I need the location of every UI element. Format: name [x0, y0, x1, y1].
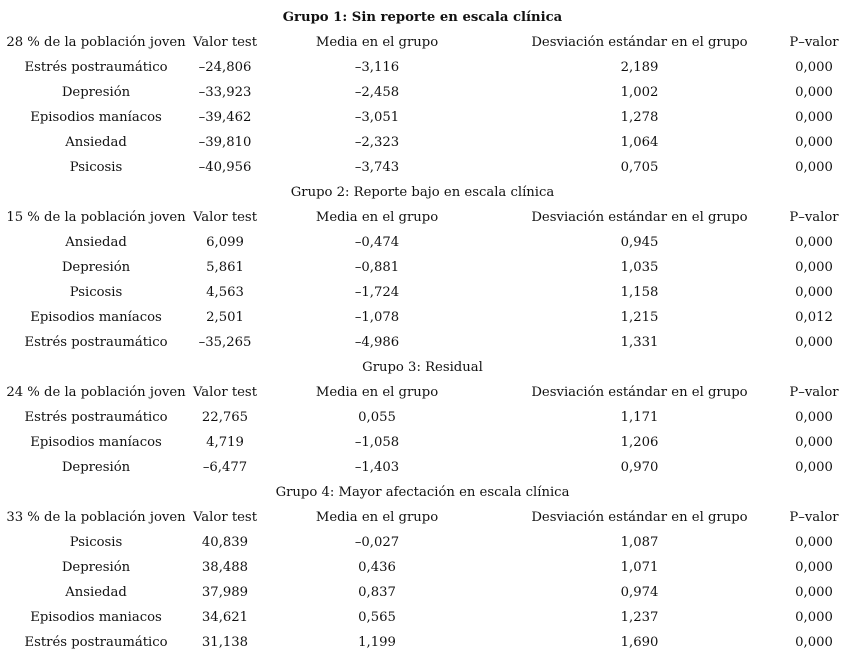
cell-valor-test: 40,839 [201, 535, 249, 550]
header-variable: 28 % de la población joven [6, 35, 186, 50]
cell-desviacion: 1,035 [620, 260, 659, 275]
header-variable: 15 % de la población joven [6, 210, 186, 225]
cell-desviacion: 1,331 [620, 335, 659, 350]
table-row [0, 455, 845, 480]
cell-desviacion: 1,215 [620, 310, 659, 325]
group-title: Grupo 2: Reporte bajo en escala clínica [290, 185, 555, 200]
cell-p-valor: 0,000 [795, 610, 833, 625]
cell-p-valor: 0,000 [795, 135, 833, 150]
header-media: Media en el grupo [315, 510, 439, 525]
header-variable: 33 % de la población joven [6, 510, 186, 525]
header-p-valor: P–valor [789, 385, 839, 400]
table-row [0, 330, 845, 355]
cell-valor-test: 31,138 [201, 635, 249, 650]
cell-p-valor: 0,012 [795, 310, 833, 325]
cell-variable: Depresión [61, 260, 131, 275]
cell-desviacion: 1,158 [620, 285, 659, 300]
cell-desviacion: 1,071 [620, 560, 659, 575]
cell-valor-test: 22,765 [201, 410, 249, 425]
cell-desviacion: 1,171 [620, 410, 659, 425]
cell-media: 0,055 [358, 410, 396, 425]
cell-p-valor: 0,000 [795, 160, 833, 175]
cell-desviacion: 1,206 [620, 435, 659, 450]
groups-container [0, 5, 845, 655]
cell-valor-test: 6,099 [206, 235, 244, 250]
cell-variable: Episodios maniacos [30, 610, 162, 625]
cell-variable: Ansiedad [65, 135, 127, 150]
cell-variable: Estrés postraumático [24, 60, 168, 75]
table-row [0, 530, 845, 555]
cell-media: –3,116 [354, 60, 400, 75]
header-variable: 24 % de la población joven [6, 385, 186, 400]
cell-p-valor: 0,000 [795, 85, 833, 100]
header-desviacion: Desviación estándar en el grupo [531, 510, 748, 525]
cell-desviacion: 1,087 [620, 535, 659, 550]
header-media: Media en el grupo [315, 35, 439, 50]
cell-variable: Ansiedad [65, 235, 127, 250]
group-title: Grupo 1: Sin reporte en escala clínica [282, 10, 563, 25]
cell-media: –1,403 [354, 460, 400, 475]
cell-media: –0,881 [354, 260, 400, 275]
cell-valor-test: –40,956 [198, 160, 252, 175]
cell-p-valor: 0,000 [795, 585, 833, 600]
cell-variable: Psicosis [69, 285, 123, 300]
cell-variable: Estrés postraumático [24, 635, 168, 650]
cell-p-valor: 0,000 [795, 60, 833, 75]
group-section-3 [0, 355, 845, 480]
cell-valor-test: 2,501 [206, 310, 244, 325]
cell-valor-test: –39,810 [198, 135, 252, 150]
group-title: Grupo 4: Mayor afectación en escala clínica [275, 485, 570, 500]
cell-valor-test: –35,265 [198, 335, 252, 350]
cell-desviacion: 0,705 [620, 160, 659, 175]
cell-valor-test: 4,719 [206, 435, 244, 450]
cell-media: –3,051 [354, 110, 400, 125]
cell-p-valor: 0,000 [795, 335, 833, 350]
cell-media: –1,724 [354, 285, 400, 300]
cell-media: 0,565 [358, 610, 396, 625]
table-row [0, 555, 845, 580]
cell-variable: Episodios maníacos [30, 310, 162, 325]
cell-media: –0,474 [354, 235, 400, 250]
cell-variable: Psicosis [69, 535, 123, 550]
cell-desviacion: 1,278 [620, 110, 659, 125]
cell-variable: Estrés postraumático [24, 410, 168, 425]
cell-p-valor: 0,000 [795, 635, 833, 650]
header-media: Media en el grupo [315, 385, 439, 400]
cell-media: –0,027 [354, 535, 400, 550]
cell-desviacion: 0,945 [620, 235, 659, 250]
group-title: Grupo 3: Residual [362, 360, 483, 375]
cell-media: –1,058 [354, 435, 400, 450]
table-row [0, 105, 845, 130]
header-row [0, 505, 845, 530]
group-section-1 [0, 5, 845, 180]
cell-media: –1,078 [354, 310, 400, 325]
header-p-valor: P–valor [789, 35, 839, 50]
cell-p-valor: 0,000 [795, 110, 833, 125]
cell-valor-test: –24,806 [198, 60, 252, 75]
cell-media: 0,436 [358, 560, 396, 575]
cell-variable: Depresión [61, 560, 131, 575]
table-row [0, 255, 845, 280]
header-media: Media en el grupo [315, 210, 439, 225]
header-valor-test: Valor test [193, 385, 257, 400]
cell-desviacion: 0,974 [620, 585, 659, 600]
cell-desviacion: 1,237 [620, 610, 659, 625]
table-row [0, 580, 845, 605]
cell-variable: Psicosis [69, 160, 123, 175]
cell-valor-test: –39,462 [198, 110, 252, 125]
header-valor-test: Valor test [193, 210, 257, 225]
cell-variable: Depresión [61, 85, 131, 100]
cell-media: –4,986 [354, 335, 400, 350]
header-row [0, 205, 845, 230]
cell-variable: Ansiedad [65, 585, 127, 600]
cell-media: –2,458 [354, 85, 400, 100]
cell-variable: Depresión [61, 460, 131, 475]
table-row [0, 630, 845, 655]
group-section-4 [0, 480, 845, 655]
header-p-valor: P–valor [789, 210, 839, 225]
cell-p-valor: 0,000 [795, 285, 833, 300]
cell-p-valor: 0,000 [795, 460, 833, 475]
cell-variable: Estrés postraumático [24, 335, 168, 350]
cell-desviacion: 1,002 [620, 85, 659, 100]
cell-desviacion: 0,970 [620, 460, 659, 475]
cell-media: 1,199 [358, 635, 396, 650]
table-row [0, 305, 845, 330]
table-row [0, 430, 845, 455]
cell-media: –2,323 [354, 135, 400, 150]
table-row [0, 280, 845, 305]
cell-p-valor: 0,000 [795, 410, 833, 425]
cell-valor-test: 34,621 [201, 610, 249, 625]
cell-media: –3,743 [354, 160, 400, 175]
table-row [0, 55, 845, 80]
cell-desviacion: 1,690 [620, 635, 659, 650]
cell-valor-test: 5,861 [206, 260, 244, 275]
table-row [0, 605, 845, 630]
header-desviacion: Desviación estándar en el grupo [531, 210, 748, 225]
header-valor-test: Valor test [193, 510, 257, 525]
cell-valor-test: 4,563 [206, 285, 244, 300]
cell-valor-test: –33,923 [198, 85, 252, 100]
header-desviacion: Desviación estándar en el grupo [531, 35, 748, 50]
cell-desviacion: 2,189 [620, 60, 659, 75]
cell-p-valor: 0,000 [795, 235, 833, 250]
group-section-2 [0, 180, 845, 355]
header-p-valor: P–valor [789, 510, 839, 525]
header-row [0, 30, 845, 55]
cell-valor-test: 37,989 [201, 585, 249, 600]
table-row [0, 155, 845, 180]
header-row [0, 380, 845, 405]
table-row [0, 130, 845, 155]
cell-p-valor: 0,000 [795, 560, 833, 575]
table-row [0, 405, 845, 430]
cell-p-valor: 0,000 [795, 260, 833, 275]
cell-valor-test: 38,488 [201, 560, 249, 575]
cell-p-valor: 0,000 [795, 435, 833, 450]
cell-valor-test: –6,477 [202, 460, 248, 475]
table-row [0, 230, 845, 255]
cell-variable: Episodios maníacos [30, 110, 162, 125]
cell-p-valor: 0,000 [795, 535, 833, 550]
header-valor-test: Valor test [193, 35, 257, 50]
header-desviacion: Desviación estándar en el grupo [531, 385, 748, 400]
cell-variable: Episodios maníacos [30, 435, 162, 450]
table-row [0, 80, 845, 105]
cell-desviacion: 1,064 [620, 135, 659, 150]
cell-media: 0,837 [358, 585, 396, 600]
